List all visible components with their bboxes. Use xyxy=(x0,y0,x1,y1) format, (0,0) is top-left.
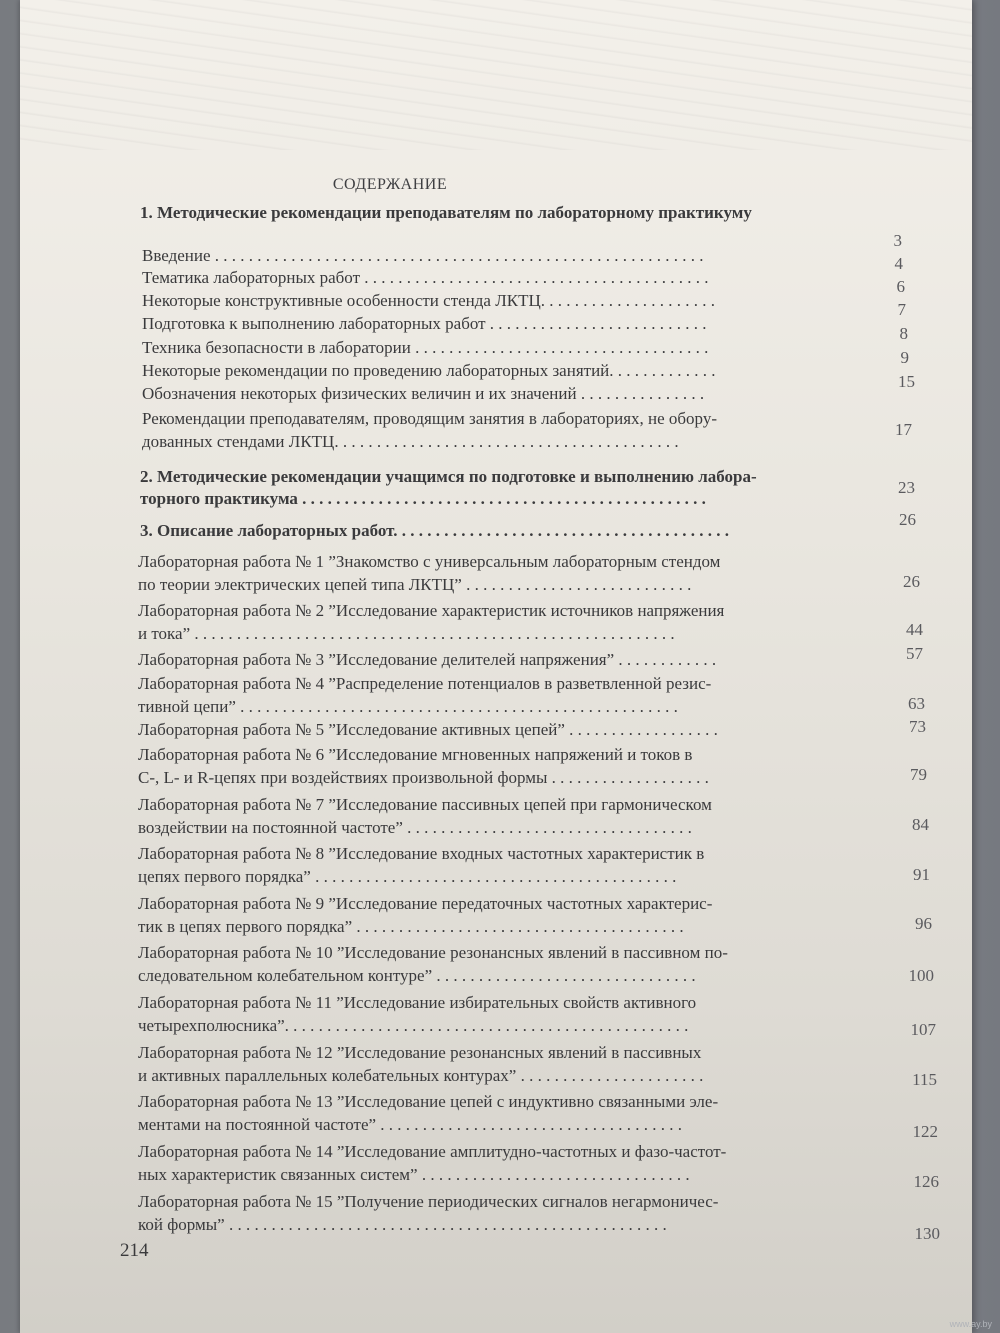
toc-entry: Некоторые рекомендации по проведению лабораторных занятий. . . . . . . . . . . . . xyxy=(142,361,716,380)
toc-entry: Некоторые конструктивные особенности стенда ЛКТЦ. . . . . . . . . . . . . . . . . . . . . xyxy=(142,291,715,310)
toc-page-number: 23 xyxy=(898,478,915,497)
lab-entry-1-cont: по теории электрических цепей типа ЛКТЦ” . . . . . . . . . . . . . . . . . . . . . . . . . . . xyxy=(138,575,692,594)
toc-page-number: 9 xyxy=(900,348,909,367)
toc-page-number: 96 xyxy=(915,914,932,933)
page-number-footer: 214 xyxy=(120,1240,149,1261)
toc-entry: Подготовка к выполнению лабораторных работ . . . . . . . . . . . . . . . . . . . . . . . . . . xyxy=(142,314,707,333)
lab-entry-14-cont: ных характеристик связанных систем” . . . . . . . . . . . . . . . . . . . . . . . . . . . . . . . . xyxy=(138,1165,690,1184)
watermark: www.ay.by xyxy=(949,1319,992,1329)
toc-page-number: 100 xyxy=(908,966,934,985)
toc-page-number: 122 xyxy=(912,1122,938,1141)
lab-entry-12: Лабораторная работа № 12 ”Исследование резонансных явлений в пассивных xyxy=(138,1043,702,1062)
lab-entry-13: Лабораторная работа № 13 ”Исследование цепей с индуктивно связанными эле- xyxy=(138,1092,719,1111)
lab-entry-8: Лабораторная работа № 8 ”Исследование входных частотных характеристик в xyxy=(138,844,705,863)
section-2-title-cont: торного практикума . . . . . . . . . . . . . . . . . . . . . . . . . . . . . . . . . . . . . . . . . . . . . . . . xyxy=(140,489,706,508)
lab-entry-2: Лабораторная работа № 2 ”Исследование характеристик источников напряжения xyxy=(138,601,725,620)
toc-entry: Введение . . . . . . . . . . . . . . . . . . . . . . . . . . . . . . . . . . . . . . . . . . . . . . . . . . . . . . . . . . xyxy=(142,246,704,265)
toc-page-number: 57 xyxy=(906,644,923,663)
toc-entry: Тематика лабораторных работ . . . . . . . . . . . . . . . . . . . . . . . . . . . . . . . . . . . . . . . . . xyxy=(142,268,709,287)
section-2-title: 2. Методические рекомендации учащимся по подготовке и выполнению лабора- xyxy=(140,467,757,486)
lab-entry-7-cont: воздействии на постоянной частоте” . . . . . . . . . . . . . . . . . . . . . . . . . . . . . . . . . . xyxy=(138,818,692,837)
toc-page-number: 115 xyxy=(912,1070,937,1089)
toc-page-number: 73 xyxy=(909,717,926,736)
toc-page-number: 130 xyxy=(914,1224,940,1243)
toc-entry: Техника безопасности в лаборатории . . . . . . . . . . . . . . . . . . . . . . . . . . . . . . . . . . . xyxy=(142,338,709,357)
toc-page-number: 4 xyxy=(894,254,903,273)
lab-entry-9: Лабораторная работа № 9 ”Исследование передаточных частотных характерис- xyxy=(138,894,713,913)
toc-page-number: 26 xyxy=(899,510,916,529)
book-page xyxy=(20,0,972,1333)
lab-entry-2-cont: и тока” . . . . . . . . . . . . . . . . . . . . . . . . . . . . . . . . . . . . . . . . . . . . . . . . . . . . . . . . . xyxy=(138,624,675,643)
toc-page-number: 3 xyxy=(893,231,902,250)
toc-page-number: 15 xyxy=(898,372,915,391)
section-1-title: 1. Методические рекомендации преподавателям по лабораторному практикуму xyxy=(140,203,752,222)
lab-entry-4: Лабораторная работа № 4 ”Распределение потенциалов в разветвленной резис- xyxy=(138,674,712,693)
lab-entry-5: Лабораторная работа № 5 ”Исследование активных цепей” . . . . . . . . . . . . . . . . . . xyxy=(138,720,718,739)
toc-page-number: 8 xyxy=(899,324,908,343)
lab-entry-4-cont: тивной цепи” . . . . . . . . . . . . . . . . . . . . . . . . . . . . . . . . . . . . . . . . . . . . . . . . . . . . xyxy=(138,697,678,716)
lab-entry-1: Лабораторная работа № 1 ”Знакомство с универсальным лабораторным стендом xyxy=(138,552,721,571)
lab-entry-9-cont: тик в цепях первого порядка” . . . . . . . . . . . . . . . . . . . . . . . . . . . . . . . . . . . . . . . xyxy=(138,917,684,936)
lab-entry-10: Лабораторная работа № 10 ”Исследование резонансных явлений в пассивном по- xyxy=(138,943,728,962)
lab-entry-11: Лабораторная работа № 11 ”Исследование избирательных свойств активного xyxy=(138,993,697,1012)
toc-page-number: 79 xyxy=(910,765,927,784)
toc-page-number: 44 xyxy=(906,620,923,639)
lab-entry-12-cont: и активных параллельных колебательных контурах” . . . . . . . . . . . . . . . . . . . . . . xyxy=(138,1066,704,1085)
lab-entry-14: Лабораторная работа № 14 ”Исследование амплитудно-частотных и фазо-частот- xyxy=(138,1142,727,1161)
toc-page-number: 84 xyxy=(912,815,929,834)
section-3-title: 3. Описание лабораторных работ. . . . . . . . . . . . . . . . . . . . . . . . . . . . . . . . . . . . . . . . xyxy=(140,521,730,540)
toc-entry-line: Рекомендации преподавателям, проводящим занятия в лабораториях, не обору- xyxy=(142,409,717,428)
lab-entry-11-cont: четырехполюсника”. . . . . . . . . . . . . . . . . . . . . . . . . . . . . . . . . . . . . . . . . . . . . . . . xyxy=(138,1016,689,1035)
lab-entry-6-cont: C-, L- и R-цепях при воздействиях произвольной формы . . . . . . . . . . . . . . . . . . . xyxy=(138,768,709,787)
lab-entry-10-cont: следовательном колебательном контуре” . . . . . . . . . . . . . . . . . . . . . . . . . . . . . . . xyxy=(138,966,696,985)
print-bleed-through xyxy=(20,0,972,150)
lab-entry-8-cont: цепях первого порядка” . . . . . . . . . . . . . . . . . . . . . . . . . . . . . . . . . . . . . . . . . . . xyxy=(138,867,677,886)
toc-page-number: 63 xyxy=(908,694,925,713)
page-title: СОДЕРЖАНИЕ xyxy=(332,176,448,193)
toc-entry: Обозначения некоторых физических величин и их значений . . . . . . . . . . . . . . . xyxy=(142,384,705,403)
toc-page-number: 6 xyxy=(896,277,905,296)
toc-page-number: 107 xyxy=(910,1020,936,1039)
lab-entry-13-cont: ментами на постоянной частоте” . . . . . . . . . . . . . . . . . . . . . . . . . . . . . . . . . . . . xyxy=(138,1115,683,1134)
lab-entry-6: Лабораторная работа № 6 ”Исследование мгновенных напряжений и токов в xyxy=(138,745,693,764)
toc-page-number: 126 xyxy=(913,1172,939,1191)
lab-entry-3: Лабораторная работа № 3 ”Исследование делителей напряжения” . . . . . . . . . . . . xyxy=(138,650,717,669)
toc-page-number: 7 xyxy=(897,300,906,319)
lab-entry-15: Лабораторная работа № 15 ”Получение периодических сигналов негармоничес- xyxy=(138,1192,719,1211)
toc-page-number: 17 xyxy=(895,420,912,439)
toc-entry-line: дованных стендами ЛКТЦ. . . . . . . . . . . . . . . . . . . . . . . . . . . . . . . . . . . . . . . . . xyxy=(142,432,679,451)
lab-entry-7: Лабораторная работа № 7 ”Исследование пассивных цепей при гармоническом xyxy=(138,795,712,814)
toc-page-number: 26 xyxy=(903,572,920,591)
lab-entry-15-cont: кой формы” . . . . . . . . . . . . . . . . . . . . . . . . . . . . . . . . . . . . . . . . . . . . . . . . . . . . xyxy=(138,1215,667,1234)
toc-page-number: 91 xyxy=(913,865,930,884)
